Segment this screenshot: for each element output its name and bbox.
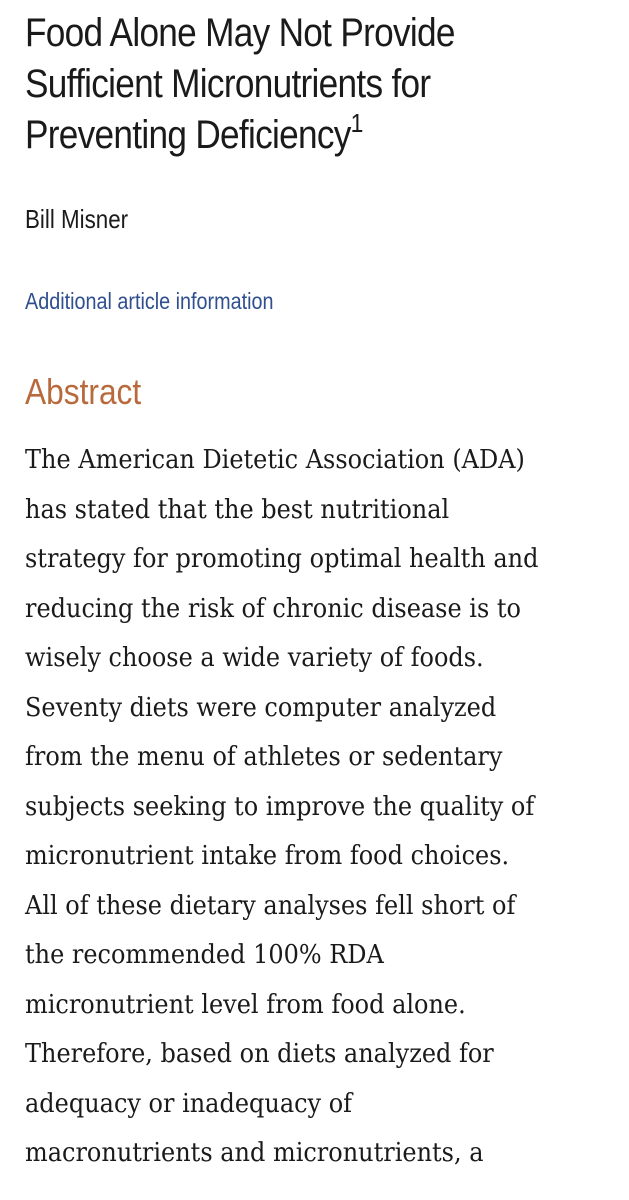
abstract-line: has stated that the best nutritional: [25, 493, 450, 525]
abstract-line: The American Dietetic Association (ADA): [25, 444, 525, 475]
abstract-line: adequacy or inadequacy of: [25, 1087, 353, 1119]
article-page: [25, 8, 615, 1178]
additional-article-info-link[interactable]: Additional article information: [25, 288, 274, 314]
abstract-line: subjects seeking to improve the quality of: [25, 790, 535, 822]
abstract-line: from the menu of athletes or sedentary: [25, 741, 503, 772]
abstract-line: macronutrients and micronutrients, a: [25, 1137, 484, 1168]
abstract-line: strategy for promoting optimal health and: [25, 543, 539, 574]
abstract-line: the recommended 100% RDA: [25, 939, 384, 970]
abstract-line: reducing the risk of chronic disease is to: [25, 592, 521, 624]
abstract-line: Therefore, based on diets analyzed for: [25, 1038, 494, 1069]
abstract-line: micronutrient intake from food choices.: [25, 840, 510, 871]
abstract-line: All of these dietary analyses fell short of: [25, 889, 516, 921]
abstract-line: Seventy diets were computer analyzed: [25, 691, 497, 723]
article-title: [25, 8, 588, 161]
article-title-text: Food Alone May Not Provide Sufficient Micronutrients for Preventing Deficiency: [25, 11, 455, 157]
author-name[interactable]: Bill Misner: [25, 204, 129, 234]
abstract-body: [25, 435, 586, 1178]
title-footnote-link[interactable]: 1: [350, 108, 363, 138]
abstract-heading: Abstract: [25, 371, 142, 412]
abstract-line: wisely choose a wide variety of foods.: [25, 642, 484, 673]
abstract-line: micronutrient level from food alone.: [25, 988, 466, 1020]
